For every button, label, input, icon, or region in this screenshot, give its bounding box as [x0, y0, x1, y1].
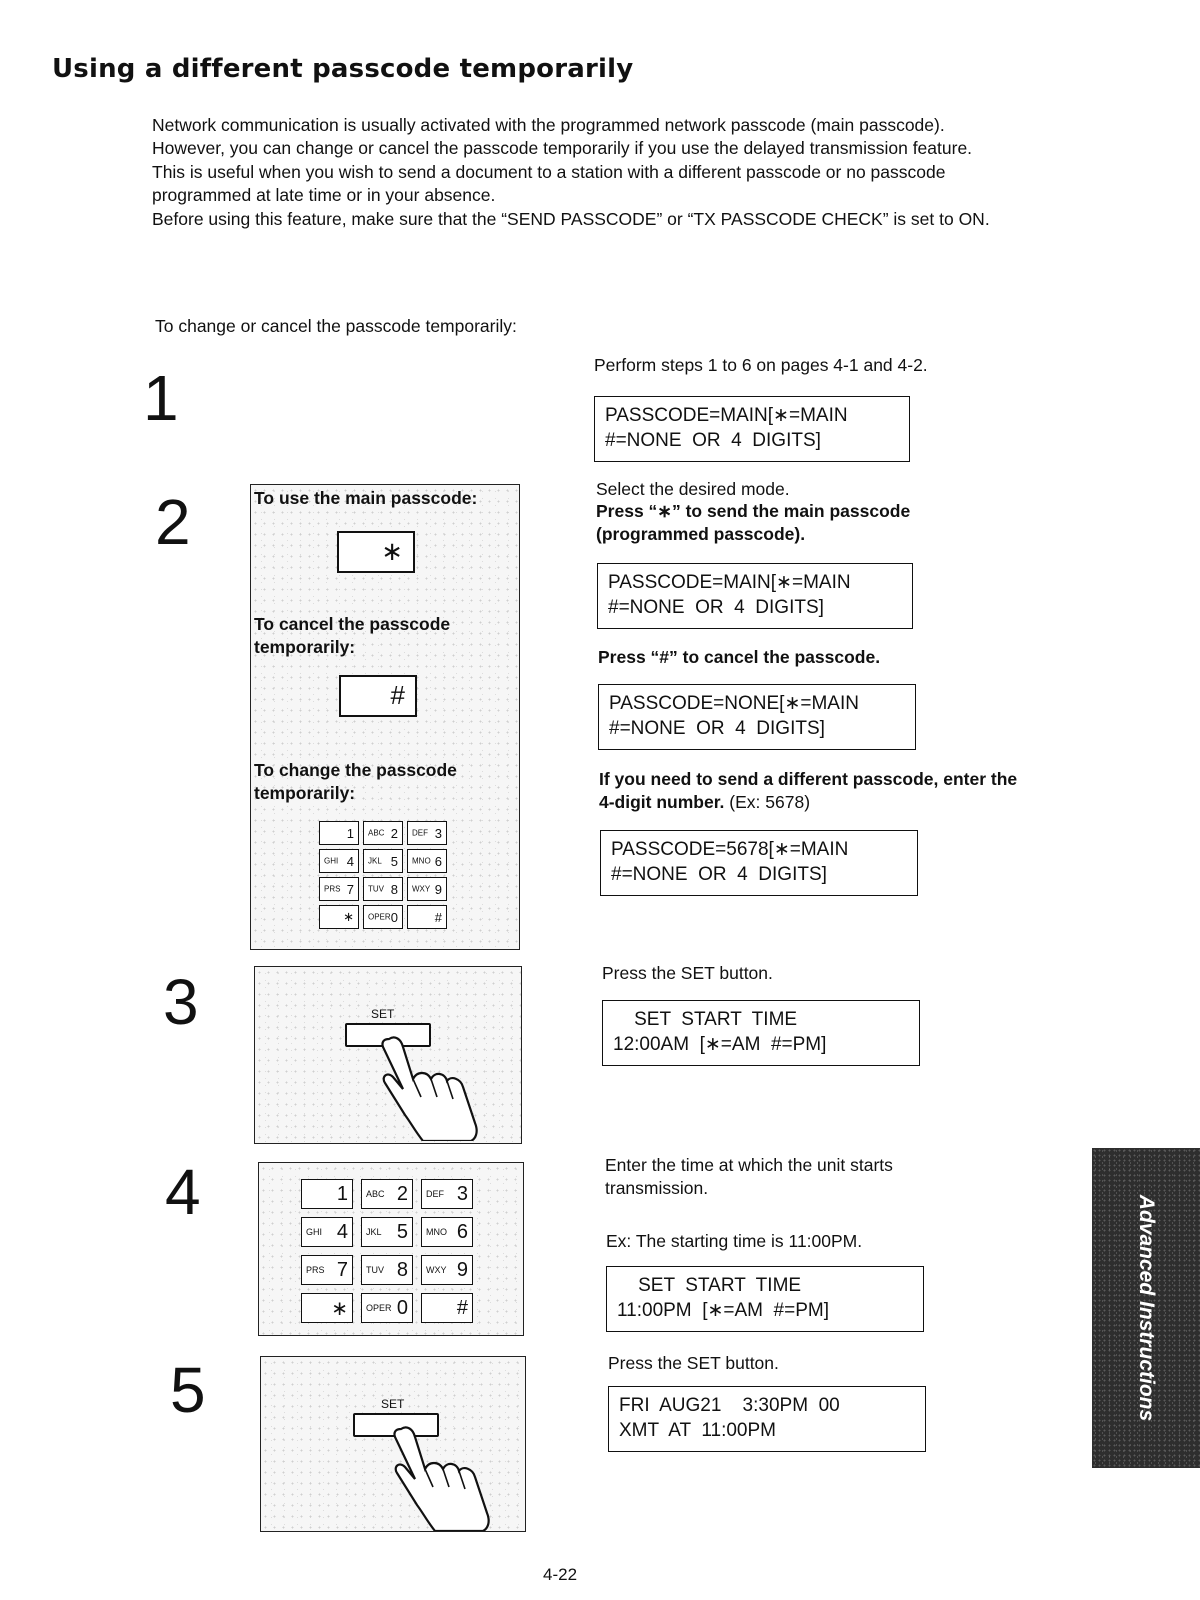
keypad-key-digit: #: [456, 1296, 468, 1319]
main-passcode-label: To use the main passcode:: [254, 488, 478, 508]
keypad-key-letters: TUV: [368, 884, 384, 894]
lcd-display: FRI AUG21 3:30PM 00 XMT AT 11:00PM: [608, 1386, 926, 1452]
keypad-key[interactable]: [319, 821, 359, 845]
keypad-key-letters: OPER: [366, 1303, 392, 1313]
step-5-panel: [260, 1356, 526, 1532]
step-3-panel: [254, 966, 522, 1144]
keypad-key-digit: 3: [434, 825, 442, 841]
set-button-label: SET: [381, 1397, 405, 1411]
keypad-key-letters: ABC: [366, 1189, 385, 1199]
step-number-3: 3: [163, 966, 199, 1038]
step-4-example: Ex: The starting time is 11:00PM.: [606, 1231, 863, 1251]
keypad-key-digit: 0: [390, 909, 398, 925]
keypad-key[interactable]: [363, 905, 403, 929]
keypad-key[interactable]: [301, 1255, 353, 1285]
lcd-display: SET START TIME 12:00AM [∗=AM #=PM]: [602, 1000, 920, 1066]
intro-paragraph: Network communication is usually activated with the programmed network passcode (main passcode). However, you can change or cancel the passcode temporarily if you use the delayed transmission feature.: [152, 115, 973, 158]
keypad-key[interactable]: [301, 1217, 353, 1247]
keypad-key[interactable]: [407, 821, 447, 845]
lcd-display: SET START TIME 11:00PM [∗=AM #=PM]: [606, 1266, 924, 1332]
keypad-key-digit: 6: [434, 853, 442, 869]
keypad: [319, 821, 447, 929]
step-number-4: 4: [165, 1156, 201, 1228]
keypad-key-digit: 1: [336, 1182, 348, 1205]
hash-icon: #: [390, 680, 405, 710]
keypad: [301, 1179, 473, 1323]
different-passcode-instruction: If you need to send a different passcode, enter the 4-digit number.: [599, 769, 1018, 812]
keypad-key-digit: 4: [346, 853, 354, 869]
keypad-key-letters: ABC: [368, 828, 385, 838]
keypad-key-letters: MNO: [412, 856, 431, 866]
star-icon: ∗: [381, 536, 403, 566]
keypad-key-digit: ∗: [343, 909, 354, 924]
keypad-key-digit: 9: [434, 881, 442, 897]
keypad-key-letters: OPER: [368, 912, 391, 922]
keypad-key-letters: PRS: [306, 1265, 325, 1275]
step-5-text: Press the SET button.: [608, 1353, 779, 1373]
hand-icon: [375, 1031, 485, 1141]
lcd-display: PASSCODE=5678[∗=MAIN #=NONE OR 4 DIGITS]: [600, 830, 918, 896]
keypad-key-letters: MNO: [426, 1227, 447, 1237]
different-passcode-example: (Ex: 5678): [724, 792, 811, 812]
keypad-key[interactable]: [363, 877, 403, 901]
section-side-tab: [1092, 1148, 1200, 1468]
keypad-key[interactable]: [301, 1293, 353, 1323]
step-4-text: Enter the time at which the unit starts transmission.: [605, 1155, 893, 1198]
keypad-key[interactable]: [319, 905, 359, 929]
keypad-key[interactable]: [407, 905, 447, 929]
cancel-passcode-label: To cancel the passcode temporarily:: [254, 614, 451, 657]
keypad-key[interactable]: [407, 849, 447, 873]
keypad-key-digit: 6: [456, 1220, 468, 1243]
step-2-select-text: Select the desired mode.: [596, 479, 790, 499]
keypad-key[interactable]: [361, 1255, 413, 1285]
keypad-key-digit: 9: [456, 1258, 468, 1281]
lcd-display: PASSCODE=MAIN[∗=MAIN #=NONE OR 4 DIGITS]: [594, 396, 910, 462]
star-key[interactable]: [337, 531, 415, 573]
step-3-text: Press the SET button.: [602, 963, 773, 983]
intro-text: [152, 114, 1022, 231]
keypad-key-letters: DEF: [412, 828, 428, 838]
keypad-key-digit: ∗: [331, 1297, 348, 1320]
keypad-key-letters: GHI: [324, 856, 339, 866]
keypad-key[interactable]: [361, 1293, 413, 1323]
keypad-key-digit: 8: [390, 881, 398, 897]
keypad-key-digit: 0: [396, 1296, 408, 1319]
keypad-key-letters: DEF: [426, 1189, 444, 1199]
lead-text: To change or cancel the passcode temporarily:: [155, 316, 517, 336]
keypad-key[interactable]: [421, 1217, 473, 1247]
lcd-display: PASSCODE=NONE[∗=MAIN #=NONE OR 4 DIGITS]: [598, 684, 916, 750]
keypad-key-digit: 2: [390, 825, 398, 841]
keypad-key-letters: JKL: [368, 856, 382, 866]
keypad-key[interactable]: [301, 1179, 353, 1209]
keypad-key-digit: 3: [456, 1182, 468, 1205]
intro-paragraph: This is useful when you wish to send a document to a station with a different passcode or no passcode programmed at late time or in your absence.: [152, 162, 946, 205]
keypad-key[interactable]: [421, 1293, 473, 1323]
keypad-key[interactable]: [319, 849, 359, 873]
keypad-key-digit: 4: [336, 1220, 348, 1243]
keypad-key-letters: JKL: [366, 1227, 382, 1237]
keypad-key-digit: 8: [396, 1258, 408, 1281]
keypad-key[interactable]: [361, 1179, 413, 1209]
hand-icon: [387, 1421, 497, 1531]
keypad-key[interactable]: [363, 821, 403, 845]
step-2-panel: [250, 484, 520, 950]
step-4-panel: [258, 1162, 524, 1336]
hash-key[interactable]: [339, 675, 417, 717]
keypad-key[interactable]: [421, 1255, 473, 1285]
step-number-2: 2: [155, 486, 191, 558]
keypad-key[interactable]: [319, 877, 359, 901]
keypad-key-digit: #: [434, 909, 442, 925]
keypad-key-digit: 5: [390, 853, 398, 869]
keypad-key-digit: 7: [336, 1258, 348, 1281]
keypad-key[interactable]: [361, 1217, 413, 1247]
step-number-5: 5: [170, 1354, 206, 1426]
keypad-key-digit: 7: [346, 881, 354, 897]
keypad-key-letters: WXY: [426, 1265, 447, 1275]
step-number-1: 1: [143, 362, 179, 434]
lcd-display: PASSCODE=MAIN[∗=MAIN #=NONE OR 4 DIGITS]: [597, 563, 913, 629]
step-1-text: Perform steps 1 to 6 on pages 4-1 and 4-2.: [594, 355, 928, 375]
keypad-key-letters: GHI: [306, 1227, 323, 1237]
keypad-key[interactable]: [363, 849, 403, 873]
keypad-key[interactable]: [407, 877, 447, 901]
step-2-press-hash-text: Press “#” to cancel the passcode.: [598, 647, 881, 667]
keypad-key-digit: 5: [396, 1220, 408, 1243]
step-2-different-passcode-text: [599, 768, 1019, 814]
keypad-key-letters: TUV: [366, 1265, 384, 1275]
keypad-key-letters: PRS: [324, 884, 341, 894]
side-tab-label: Advanced Instructions: [1135, 1194, 1158, 1422]
set-button-label: SET: [371, 1007, 395, 1021]
keypad-key-digit: 1: [346, 825, 354, 841]
step-2-press-star-text: Press “∗” to send the main passcode (programmed passcode).: [596, 501, 911, 544]
keypad-key[interactable]: [421, 1179, 473, 1209]
change-passcode-label: To change the passcode temporarily:: [254, 760, 457, 803]
intro-paragraph: Before using this feature, make sure that the “SEND PASSCODE” or “TX PASSCODE CHECK” is set to ON.: [152, 209, 990, 229]
page-title: Using a different passcode temporarily: [52, 54, 634, 84]
keypad-key-letters: WXY: [412, 884, 431, 894]
keypad-key-digit: 2: [396, 1182, 408, 1205]
page-number: 4-22: [543, 1565, 578, 1584]
